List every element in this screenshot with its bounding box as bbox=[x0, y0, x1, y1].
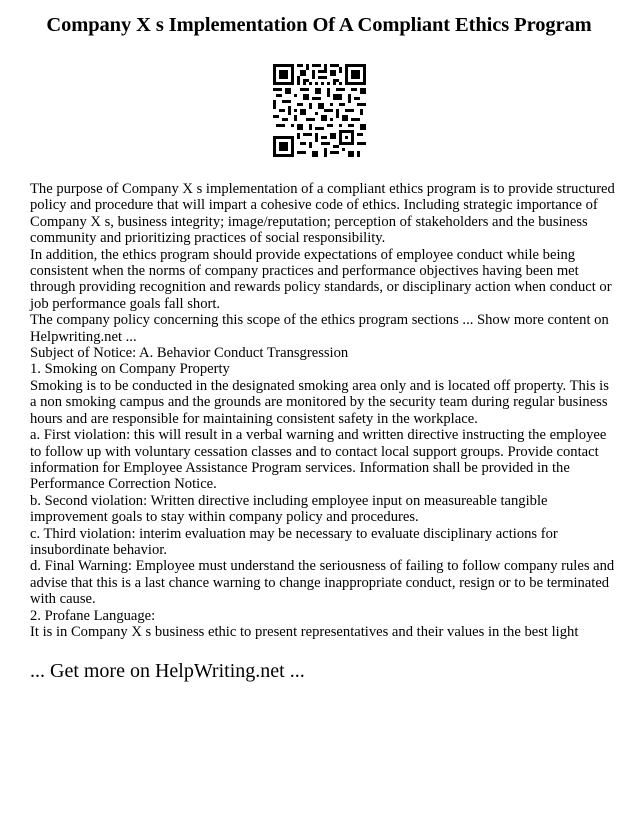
first-violation: a. First violation: this will result in a verbal warning and written directive instructing the employee to follow up with voluntary cessation classes and to contact local support groups. Provide contact information for Employee Assistance Program services. Information shall be provided in the Performance Correction Notice. bbox=[30, 427, 607, 493]
section-smoking-heading: 1. Smoking on Company Property bbox=[30, 361, 230, 378]
section-profane-language-heading: 2. Profane Language: bbox=[30, 607, 156, 624]
get-more-link[interactable]: ... Get more on HelpWriting.net ... bbox=[30, 660, 305, 682]
qr-code-icon[interactable] bbox=[273, 64, 366, 157]
notice-subject: Subject of Notice: A. Behavior Conduct Transgression bbox=[30, 345, 349, 362]
document-body bbox=[30, 181, 616, 640]
paragraph-expectations: In addition, the ethics program should provide expectations of employee conduct while being consistent when the norms of company practices and performance objectives having been met through providing recognition and rewards policy standards, or disciplinary action when conduct or job performance goals fall short. bbox=[30, 246, 612, 312]
document-title: Company X s Implementation Of A Compliant Ethics Program bbox=[46, 14, 592, 36]
paragraph-smoking-policy: Smoking is to be conducted in the designated smoking area only and is located off property. This is a non smoking campus and the grounds are monitored by the security team during regular business hours and are responsible for maintaining consistent safety in the workplace. bbox=[30, 377, 609, 427]
second-violation: b. Second violation: Written directive including employee input on measureable tangible improvement goals to stay within company policy and procedures. bbox=[30, 492, 548, 526]
paragraph-purpose: The purpose of Company X s implementation of a compliant ethics program is to provide structured policy and procedure that will impart a cohesive code of ethics. Including strategic importance of Company X s, business integrity; image/reputation; perception of stakeholders and the business community and prioritizing practices of social responsibility. bbox=[30, 181, 615, 247]
third-violation: c. Third violation: interim evaluation may be necessary to evaluate disciplinary actions for insubordinate behavior. bbox=[30, 525, 558, 558]
paragraph-business-ethic: It is in Company X s business ethic to present representatives and their values in the best light bbox=[30, 623, 579, 640]
paragraph-policy-scope: The company policy concerning this scope of the ethics program sections ... Show more content on Helpwriting.net ... bbox=[30, 312, 609, 345]
final-warning: d. Final Warning: Employee must understand the seriousness of failing to follow company rules and advise that this is a last chance warning to change inappropriate conduct, resign or to be terminated with cause. bbox=[30, 558, 615, 608]
